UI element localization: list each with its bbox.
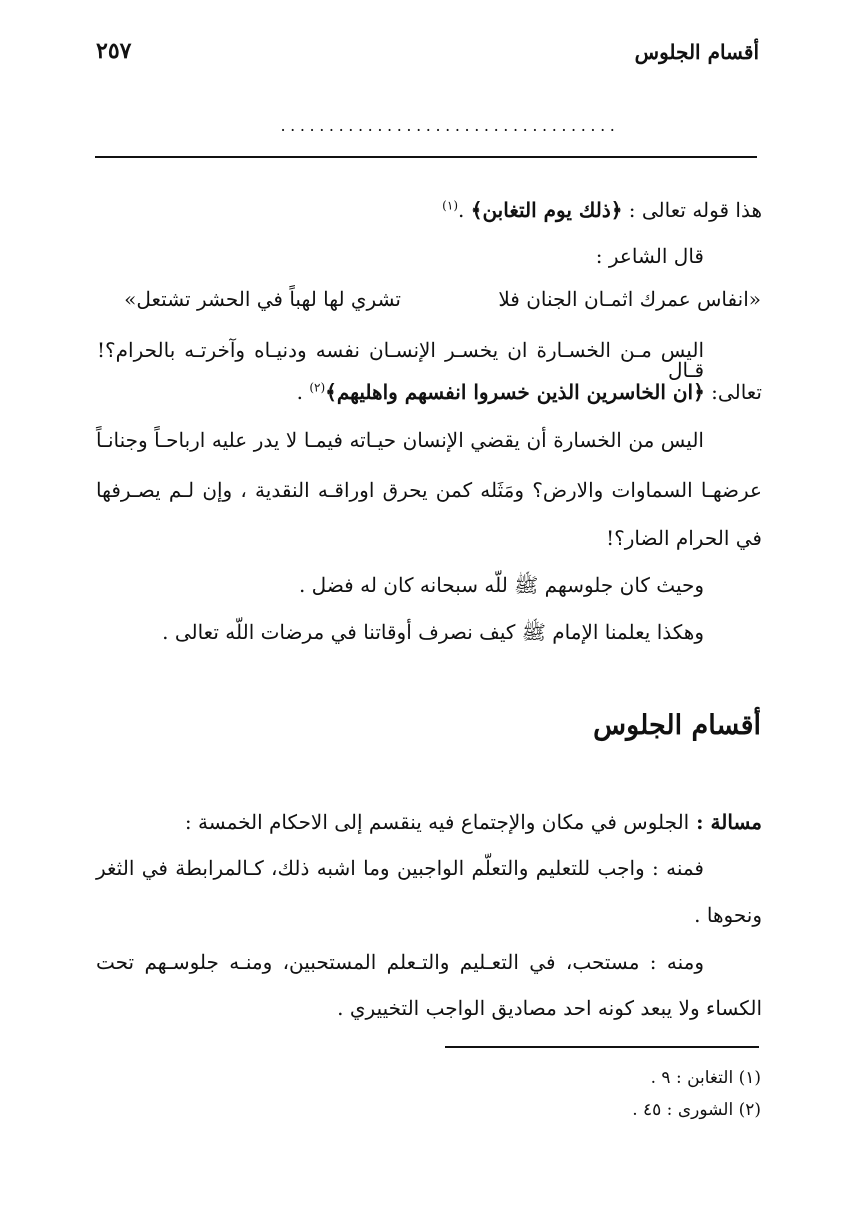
line-end-1: . — [458, 198, 471, 222]
dotted-separator: ................................... — [280, 118, 620, 134]
verse-first-hemistich: «انفاس عمرك اثمـان الجنان فلا — [498, 287, 761, 311]
running-title: أقسام الجلوس — [634, 40, 759, 64]
body-line-10: وهكذا يعلمنا الإمام ﷺ كيف نصرف أوقاتنا في مرضات اللّه تعالى . — [162, 620, 704, 644]
footnote-1: (١) التغابن : ٩ . — [650, 1068, 761, 1088]
paragraph-2-line-2: ونحوها . — [694, 903, 762, 927]
section-heading: أقسام الجلوس — [593, 710, 761, 741]
footnote-ref-1: (١) — [442, 198, 458, 213]
footnote-rule — [445, 1046, 759, 1048]
body-line-7: عرضهـا السماوات والارض؟ ومَثَله كمن يحرق اوراقـه النقدية ، وإن لـم يصـرفها — [96, 478, 762, 502]
tala-text: تعالى: — [704, 380, 762, 404]
body-line-6: اليس من الخسارة أن يقضي الإنسان حيـاته فيمـا لا يدر عليه ارباحـاً وجنانـاً — [96, 428, 704, 452]
paragraph-2-line-1: فمنه : واجب للتعليم والتعلّم الواجبين وما اشبه ذلك، كـالمرابطة في الثغر — [96, 856, 704, 880]
quran-quote-1: ﴿ذلك يوم التغابن﴾ — [470, 198, 623, 222]
paragraph-3-line-2: الكساء ولا يبعد كونه احد مصاديق الواجب التخييري . — [337, 996, 762, 1020]
page-number: ٢٥٧ — [96, 38, 132, 64]
intro-text: هذا قوله تعالى : — [622, 198, 762, 222]
masala-label: مسالة : — [689, 810, 762, 834]
header-rule — [95, 156, 757, 158]
footnote-ref-2: (٢) — [309, 380, 326, 395]
body-line-8: في الحرام الضار؟! — [606, 526, 762, 550]
paragraph-1 — [185, 812, 762, 832]
quran-quote-2: ﴿ان الخاسرين الذين خسروا انفسهم واهليهم﴾ — [325, 380, 705, 404]
body-line-4: اليس مـن الخسـارة ان يخسـر الإنسـان نفسه ودنيـاه وآخرتـه بالحرام؟! قـال — [97, 338, 704, 382]
body-line-1 — [442, 200, 762, 220]
paragraph-1-text: الجلوس في مكان والإجتماع فيه ينقسم إلى الاحكام الخمسة : — [184, 810, 690, 834]
paragraph-3-line-1: ومنه : مستحب، في التعـليم والتـعلم المستحبين، ومنـه جلوسـهم تحت — [96, 950, 704, 974]
poet-intro: قال الشاعر : — [595, 244, 704, 268]
line-end-5: . — [296, 380, 310, 404]
body-line-9: وحيث كان جلوسهم ﷺ للّه سبحانه كان له فضل . — [298, 573, 704, 597]
footnote-2: (٢) الشورى : ٤٥ . — [632, 1100, 761, 1120]
body-line-5 — [297, 382, 762, 402]
verse-second-hemistich: تشري لها لهباً في الحشر تشتعل» — [124, 287, 401, 311]
